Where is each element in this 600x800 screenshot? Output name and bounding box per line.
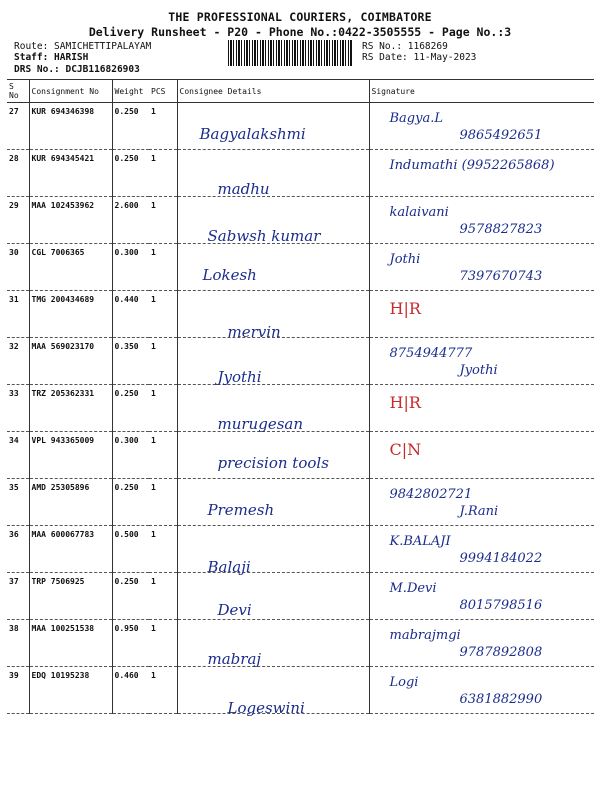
- route-label: Route: SAMICHETTIPALAYAM: [14, 41, 152, 52]
- consignee-handwriting: mabraj: [207, 650, 262, 668]
- row-weight: 0.500: [114, 530, 139, 539]
- row-pcs: 1: [151, 107, 156, 116]
- signature-note: 9994184022: [459, 551, 543, 566]
- table-row: [7, 573, 594, 620]
- row-consignment: CGL 7006365: [31, 248, 85, 257]
- signature-handwriting: 8754944777: [389, 346, 473, 361]
- signature-handwriting: mabrajmgi: [389, 628, 461, 643]
- row-consignment: MAA 600067783: [31, 530, 95, 539]
- header-signature: Signature: [369, 80, 594, 103]
- table-row: [7, 150, 594, 197]
- table-row: [7, 103, 594, 150]
- row-sno: 34: [9, 436, 19, 445]
- row-consignment: MAA 100251538: [31, 624, 95, 633]
- row-sno: 39: [9, 671, 19, 680]
- row-consignment: KUR 694345421: [31, 154, 95, 163]
- row-weight: 0.250: [114, 577, 139, 586]
- signature-handwriting: 9842802721: [389, 487, 473, 502]
- row-sno: 29: [9, 201, 19, 210]
- table-row: [7, 432, 594, 479]
- row-weight: 2.600: [114, 201, 139, 210]
- consignee-handwriting: precision tools: [217, 454, 329, 472]
- page-title: THE PROFESSIONAL COURIERS, COIMBATORE: [168, 10, 432, 24]
- table-row: [7, 526, 594, 573]
- signature-handwriting: K.BALAJI: [389, 534, 451, 549]
- row-weight: 0.350: [114, 342, 139, 351]
- row-pcs: 1: [151, 577, 156, 586]
- table-header-row: [7, 80, 594, 103]
- row-weight: 0.250: [114, 107, 139, 116]
- row-consignment: EDQ 10195238: [31, 671, 90, 680]
- row-consignment: TRZ 205362331: [31, 389, 95, 398]
- drs-number: DRS No.: DCJB116826903: [14, 64, 140, 75]
- row-weight: 0.440: [114, 295, 139, 304]
- runsheet-table: [7, 79, 594, 717]
- row-pcs: 1: [151, 295, 156, 304]
- page-subtitle: Delivery Runsheet - P20 - Phone No.:0422-3505555 - Page No.:3: [88, 25, 512, 39]
- signature-note: J.Rani: [459, 504, 499, 519]
- row-sno: 38: [9, 624, 19, 633]
- row-pcs: 1: [151, 389, 156, 398]
- signature-handwriting: Jothi: [389, 252, 421, 267]
- row-pcs: 1: [151, 671, 156, 680]
- consignee-handwriting: Logeswini: [227, 699, 305, 717]
- signature-handwriting: M.Devi: [389, 581, 437, 596]
- header-consignment: Consignment No: [29, 80, 112, 103]
- row-sno: 33: [9, 389, 19, 398]
- header-weight: Weight: [112, 80, 149, 103]
- row-pcs: 1: [151, 530, 156, 539]
- header-sno: S No: [7, 80, 29, 103]
- table-row: [7, 338, 594, 385]
- signature-handwriting: H|R: [389, 299, 421, 318]
- rs-number: RS No.: 1168269: [362, 41, 448, 52]
- consignee-handwriting: Lokesh: [202, 266, 257, 284]
- signature-note: 9787892808: [459, 645, 543, 660]
- staff-label: Staff: HARISH: [14, 52, 89, 63]
- row-sno: 31: [9, 295, 19, 304]
- row-sno: 32: [9, 342, 19, 351]
- table-row: [7, 291, 594, 338]
- row-sno: 37: [9, 577, 19, 586]
- table-row: [7, 197, 594, 244]
- row-pcs: 1: [151, 342, 156, 351]
- signature-handwriting: Indumathi (9952265868): [389, 158, 555, 173]
- row-consignment: TRP 7506925: [31, 577, 85, 586]
- row-weight: 0.250: [114, 154, 139, 163]
- table-row: [7, 479, 594, 526]
- row-pcs: 1: [151, 248, 156, 257]
- row-consignment: MAA 102453962: [31, 201, 95, 210]
- signature-handwriting: H|R: [389, 393, 421, 412]
- consignee-handwriting: Bagyalakshmi: [199, 125, 306, 143]
- signature-note: 9865492651: [459, 128, 543, 143]
- barcode: [228, 40, 352, 66]
- row-weight: 0.950: [114, 624, 139, 633]
- row-sno: 36: [9, 530, 19, 539]
- consignee-handwriting: Premesh: [207, 501, 275, 519]
- header-consignee: Consignee Details: [177, 80, 369, 103]
- row-sno: 30: [9, 248, 19, 257]
- row-pcs: 1: [151, 436, 156, 445]
- row-weight: 0.250: [114, 483, 139, 492]
- row-consignment: AMD 25305896: [31, 483, 90, 492]
- row-weight: 0.460: [114, 671, 139, 680]
- table-row: [7, 244, 594, 291]
- signature-handwriting: kalaivani: [389, 205, 449, 220]
- rs-date: RS Date: 11-May-2023: [362, 52, 477, 63]
- header-pcs: PCS: [149, 80, 177, 103]
- signature-handwriting: C|N: [389, 440, 422, 459]
- row-weight: 0.300: [114, 248, 139, 257]
- row-sno: 35: [9, 483, 19, 492]
- consignee-handwriting: Balaji: [207, 558, 251, 576]
- row-pcs: 1: [151, 483, 156, 492]
- table-row: [7, 385, 594, 432]
- row-sno: 28: [9, 154, 19, 163]
- signature-note: 7397670743: [459, 269, 543, 284]
- consignee-handwriting: madhu: [217, 180, 270, 198]
- consignee-handwriting: Sabwsh kumar: [207, 227, 321, 245]
- row-consignment: MAA 569023170: [31, 342, 95, 351]
- row-consignment: VPL 943365009: [31, 436, 95, 445]
- signature-note: 9578827823: [459, 222, 543, 237]
- row-weight: 0.250: [114, 389, 139, 398]
- signature-note: Jyothi: [459, 363, 498, 378]
- signature-handwriting: Logi: [389, 675, 419, 690]
- table-row: [7, 667, 594, 714]
- row-weight: 0.300: [114, 436, 139, 445]
- signature-handwriting: Bagya.L: [389, 111, 443, 126]
- signature-note: 6381882990: [459, 692, 543, 707]
- consignee-handwriting: mervin: [227, 323, 281, 341]
- consignee-handwriting: Devi: [217, 601, 252, 619]
- row-pcs: 1: [151, 624, 156, 633]
- row-pcs: 1: [151, 201, 156, 210]
- consignee-handwriting: murugesan: [217, 415, 303, 433]
- table-row: [7, 620, 594, 667]
- row-pcs: 1: [151, 154, 156, 163]
- row-consignment: KUR 694346398: [31, 107, 95, 116]
- consignee-handwriting: Jyothi: [217, 368, 262, 386]
- row-sno: 27: [9, 107, 19, 116]
- row-consignment: TMG 200434689: [31, 295, 95, 304]
- signature-note: 8015798516: [459, 598, 543, 613]
